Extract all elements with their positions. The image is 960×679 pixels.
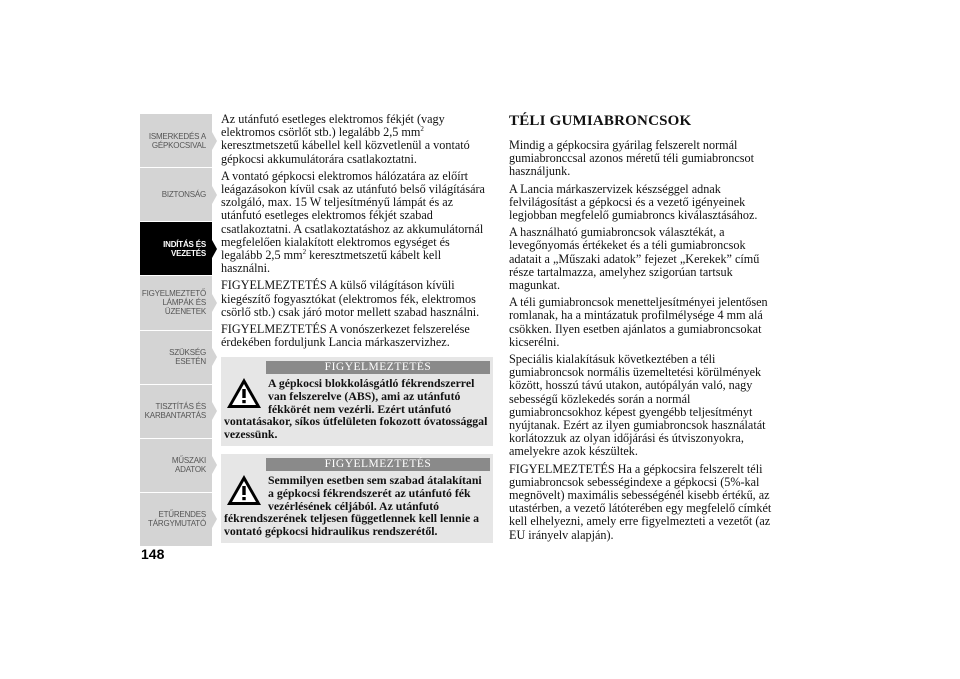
paragraph: A használható gumiabroncsok választékát, a levegőnyomás értékeket és a téli gumiabroncsok adatait a „Műszaki adatok” fejezet „Kerekek” című része tartalmazza, amelyhez szigorúan tartsuk magunkat. (509, 225, 760, 293)
warning-box-abs (221, 357, 493, 446)
right-column (509, 113, 781, 546)
left-column (221, 113, 493, 543)
paragraph: Mindig a gépkocsira gyárilag felszerelt normál gumiabronccsal azonos méretű téli gumiabroncsot használjunk. (509, 138, 755, 179)
warning-text: A gépkocsi blokkolásgátló fékrendszerrel van felszerelve (ABS), ami az utánfutó fékkörét nem vezérli. Ezért utánfutó vontatásakor, síkos útfelületen fokozott óvatossággal vezessünk. (224, 376, 488, 441)
sidebar-item-tisztitas[interactable]: TISZTÍTÁS ÉS KARBANTARTÁS (140, 385, 212, 438)
warning-text: Semmilyen esetben sem szabad átalakítani a gépkocsi fékrendszerét az utánfutó fék vezérlésének céljából. Az utánfutó fékrendszerének teljesen függetlennek kell lennie a vontató gépkocsi hidraulikus rendszerétől. (224, 473, 482, 538)
paragraph: A téli gumiabroncsok menetteljesítményei jelentősen romlanak, ha a mintázatuk profilmélysége 4 mm alá csökken. Ilyen esetben ajánlatos a gumiabroncsokat kicserélni. (509, 295, 768, 349)
paragraph: Speciális kialakításuk következtében a téli gumiabroncsok normális üzemeltetési körülmények között, hosszú távú utakon, autópályán való, nagy sebességű közlekedés során a normál gumiabroncsokhoz képest gyengébb teljesítményt nyújtanak. Ezért az ilyen gumiabroncsok használatát korlátozzuk az olyan időjárási és útviszonyokra, amelyekre azok készültek. (509, 352, 766, 459)
warning-triangle-icon (226, 474, 262, 506)
warning-title: FIGYELMEZTETÉS (266, 361, 490, 374)
paragraph: A Lancia márkaszervizek készséggel adnak felvilágosítást a gépkocsi és a vezető igényeinek legjobban megfelelő gumiabroncs kiválasztásához. (509, 181, 758, 223)
paragraph: FIGYELMEZTETÉS A vonószerkezet felszerelése érdekében forduljunk Lancia márkaszervizhez. (221, 322, 470, 350)
paragraph: A vontató gépkocsi elektromos hálózatára az előírt leágazásokon kívül csak az utánfutó belső világítására szolgáló, max. 15 W teljesítményű lámpát és az utánfutó esetleges elektromos fékjét szabad csatlakoztatni. A csatlakoztatáshoz az akkumulátornál megfelelően kialakított elektromos egységet és legalább 2,5 $mm^2$ keresztmetszetű kábelt kell használni. (221, 168, 485, 276)
chapter-sidebar (140, 114, 212, 546)
warning-title: FIGYELMEZTETÉS (266, 458, 490, 471)
sidebar-item-muszaki-adatok[interactable]: MŰSZAKI ADATOK (140, 439, 212, 492)
sidebar-item-biztonsag[interactable]: BIZTONSÁG (140, 168, 212, 221)
paragraph: FIGYELMEZTETÉS A külső világításon kívüli kiegészítő fogyasztókat (elektromos fék, elektromos csörlő stb.) csak járó motor mellett szabad használni. (221, 278, 480, 319)
sidebar-item-ismerkedes[interactable]: ISMERKEDÉS A GÉPKOCSIVAL (140, 114, 212, 167)
sidebar-item-inditas-es-vezetes[interactable]: INDÍTÁS ÉS VEZETÉS (140, 222, 212, 275)
warning-triangle-icon (226, 377, 262, 409)
paragraph: Az utánfutó esetleges elektromos fékjét (vagy elektromos csörlőt stb.) legalább 2,5 $mm^2$ keresztmetszetű kábellel kell közvetlenül a vontató gépkocsi akkumulátorára csatlakoztatni. (221, 112, 470, 166)
sidebar-item-targymutato[interactable]: ETŰRENDES TÁRGYMUTATÓ (140, 493, 212, 546)
sidebar-item-figyelmezteto-lampak[interactable]: FIGYELMEZTETŐ LÁMPÁK ÉS ÜZENETEK (140, 276, 212, 329)
sidebar-item-szukseg-eseten[interactable]: SZÜKSÉG ESETÉN (140, 331, 212, 384)
warning-box-brake (221, 454, 493, 543)
section-title: TÉLI GUMIABRONCSOK (509, 113, 692, 129)
paragraph: FIGYELMEZTETÉS Ha a gépkocsira felszerelt téli gumiabroncsok sebességindexe a gépkocsi (5%-kal megnövelt) maximális sebességénél kisebb értékű, az utastérben, a vezető látóterében egy megfelelő címkét kell elhelyezni, amely erre figyelmezteti a vezetőt (az EU irányelv alapján). (509, 461, 772, 542)
page-number: 148 (141, 546, 165, 562)
